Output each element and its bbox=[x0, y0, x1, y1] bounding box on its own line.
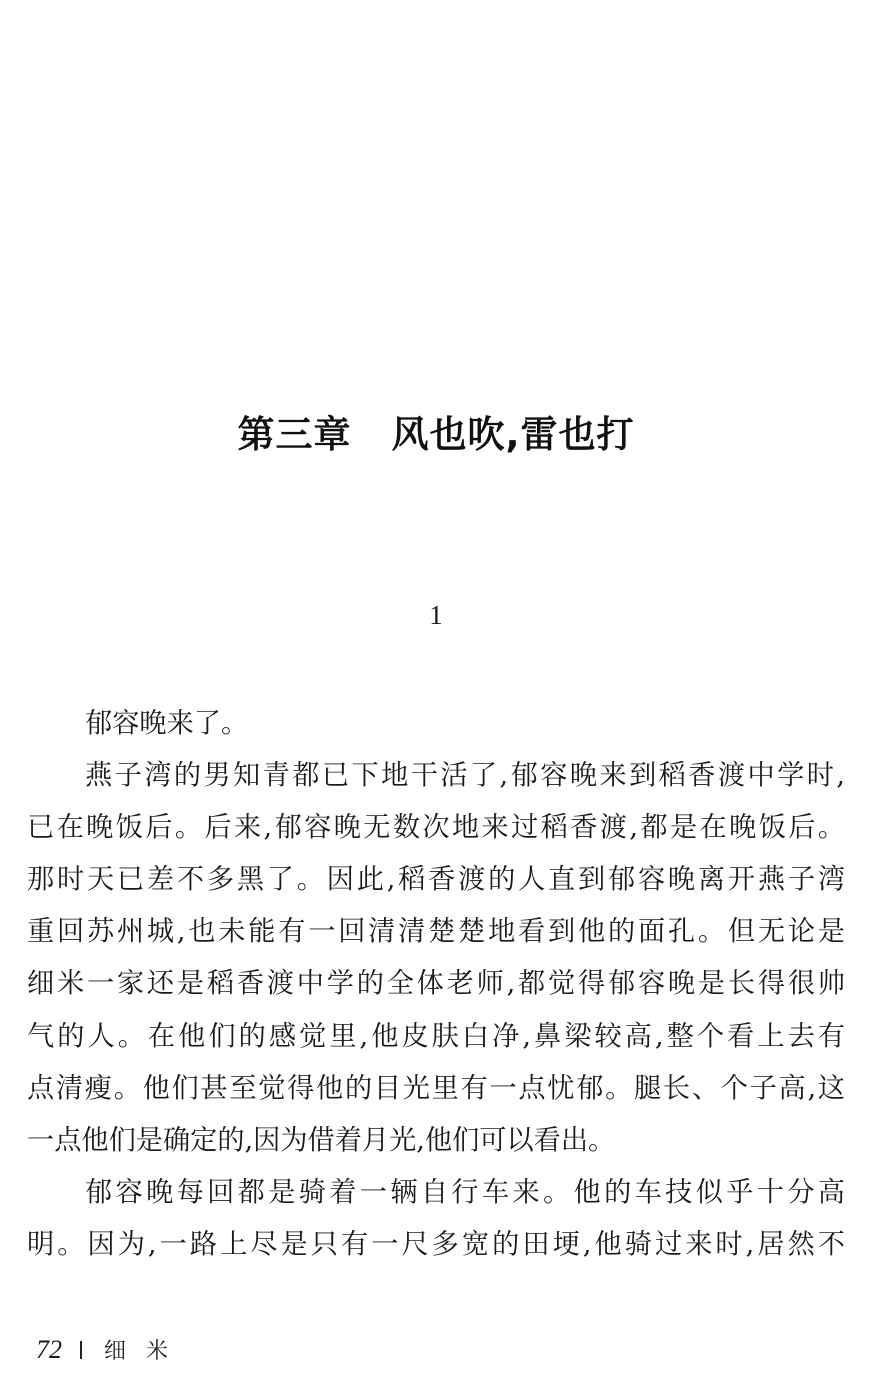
section-number: 1 bbox=[429, 600, 443, 630]
chapter-name: 风也吹,雷也打 bbox=[391, 412, 635, 456]
body-text bbox=[27, 698, 845, 1271]
text-line: 重回苏州城,也未能有一回清清楚楚地看到他的面孔。但无论是 bbox=[27, 916, 845, 948]
text-line: 那时天已差不多黑了。因此,稻香渡的人直到郁容晚离开燕子湾 bbox=[27, 864, 845, 896]
text-line: 明。因为,一路上尽是只有一尺多宽的田埂,他骑过来时,居然不 bbox=[27, 1228, 845, 1260]
chapter-number-label: 第三章 bbox=[237, 412, 352, 456]
text-line: 细米一家还是稻香渡中学的全体老师,都觉得郁容晚是长得很帅 bbox=[27, 968, 845, 1000]
footer-book-title: 细米 bbox=[104, 1339, 189, 1364]
page-footer bbox=[36, 1334, 188, 1365]
text-line: 气的人。在他们的感觉里,他皮肤白净,鼻梁较高,整个看上去有 bbox=[27, 1020, 845, 1052]
footer-separator bbox=[80, 1341, 82, 1359]
text-line: 郁容晚每回都是骑着一辆自行车来。他的车技似乎十分高 bbox=[85, 1176, 845, 1208]
text-line: 郁容晚来了。 bbox=[85, 708, 249, 739]
text-line: 已在晚饭后。后来,郁容晚无数次地来过稻香渡,都是在晚饭后。 bbox=[27, 812, 845, 844]
text-line: 一点他们是确定的,因为借着月光,他们可以看出。 bbox=[27, 1124, 616, 1156]
text-line: 点清瘦。他们甚至觉得他的目光里有一点忧郁。腿长、个子高,这 bbox=[27, 1072, 845, 1104]
chapter-title bbox=[0, 411, 872, 459]
text-line: 燕子湾的男知青都已下地干活了,郁容晚来到稻香渡中学时, bbox=[85, 760, 845, 792]
page-number: 72 bbox=[36, 1334, 62, 1364]
